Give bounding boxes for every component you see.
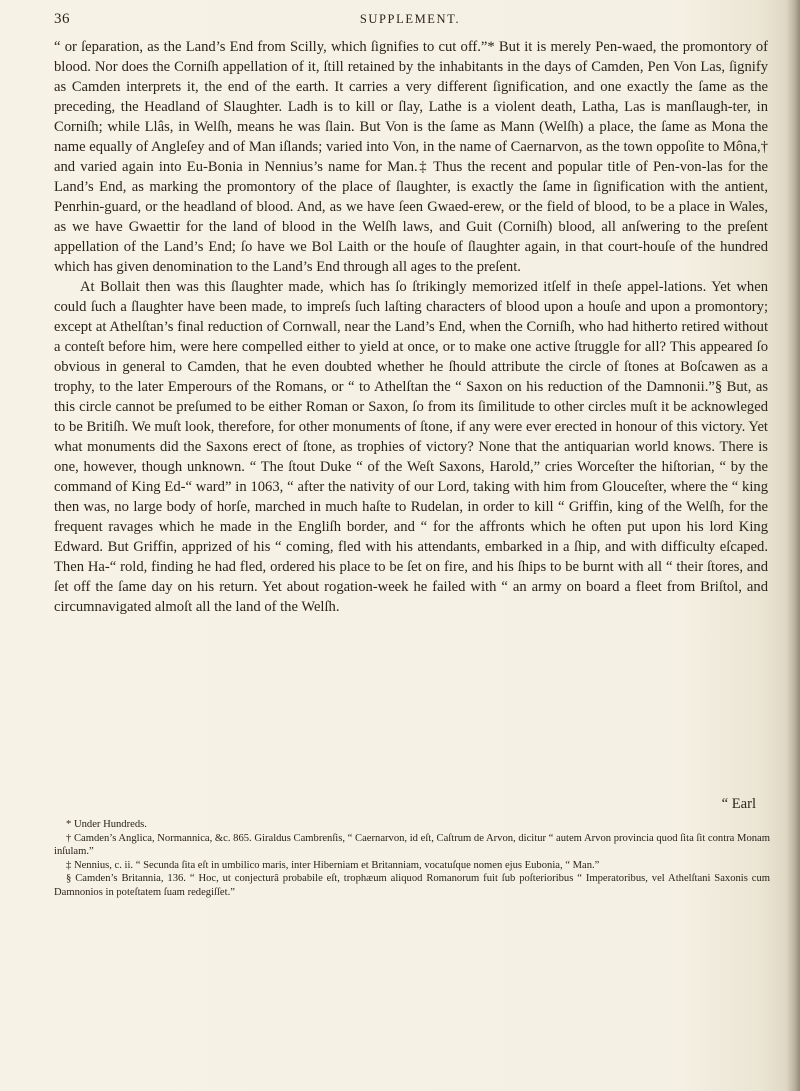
running-head: SUPPLEMENT. [359, 12, 461, 26]
page-edge-shadow [786, 0, 800, 1091]
footnote: ‡ Nennius, c. ii. “ Secunda ſita eſt in umbilico maris, inter Hiberniam et Britanniam, vocatuſque nomen ejus Eubonia, “ Man.” [66, 859, 600, 871]
footnote: * Under Hundreds. [66, 819, 147, 830]
footnote: † Camden’s Anglica, Normannica, &c. 865. Giraldus Cambrenſis, “ Caernarvon, id eſt, Caſtrum de Arvon, dicitur “ autem Arvon provincia quod ſita ſit contra Monam inſulam.” [54, 832, 770, 858]
paragraph: At Bollait then was this ſlaughter made, which has ſo ſtrikingly memorized itſelf in theſe appel-lations. Yet when could ſuch a ſlaughter have been made, to impreſs ſuch laſting characters of blood upon a houſe and upon a promontory; except at Athelſtan’s final reduction of Cornwall, near the Land’s End, when the Corniſh, who had hitherto retired without a conteſt before him, were here compelled either to yield at once, or to make one active ſtruggle for all? This appeared ſo obvious in general to Camden, that he even doubted whether he ſhould attribute the circle of ſtones at Boſcawen as a trophy, to the later Emperours of the Romans, or “ to Athelſtan the “ Saxon on his reduction of the Damnonii.”§ But, as this circle cannot be preſumed to be either Roman or Saxon, ſo from its ſimilitude to other circles muſt it be acknowleged to be Britiſh. We muſt look, therefore, for other monuments of ſtone, if any were ever erected in honour of this victory. Yet what monuments did the Saxons erect of ſtone, as trophies of victory? None that the antiquarian world knows. There is one, however, though unknown. “ The ſtout Duke “ of the Weſt Saxons, Harold,” cries Worceſter the hiſtorian, “ by the command of King Ed-“ ward” in 1063, “ after the nativity of our Lord, taking with him from Glouceſter, where the “ king then was, no large body of horſe, marched in much haſte to Rudelan, in order to kill “ Griffin, king of the Welſh, for the frequent ravages which he made in the Engliſh border, and “ for the affronts which he often put upon his lord King Edward. But Griffin, apprized of his “ coming, fled with his attendants, embarked in a ſhip, and with difficulty eſcaped. Then Ha-“ rold, finding he had fled, ordered his place to be ſet on fire, and his ſhips to be burnt with all “ their ſtores, and ſet off the ſame day on his return. Yet about rogation-week he failed with “ an army on board a fleet from Briſtol, and circumnavigated almoſt all the land of the Welſh. [54, 279, 768, 615]
paragraph: “ or ſeparation, as the Land’s End from Scilly, which ſignifies to cut off.”* But it is merely Pen-waed, the promontory of blood. Nor does the Corniſh appellation of it, ſtill retained by the inhabitants in the days of Camden, Pen Von Las, ſignify as Camden interprets it, the end of the earth. It carries a very different ſignification, and one exactly the ſame as the preceding, the Headland of Slaughter. Ladh is to kill or ſlay, Lathe is a violent death, Latha, Las is manſlaugh-ter, in Corniſh; while Llâs, in Welſh, means he was ſlain. But Von is the ſame as Mann (Welſh) a place, the ſame as Mona the name equally of Angleſey and of Man iſlands; varied into Von, in the name of Caernarvon, as the town oppoſite to Môna,† and varied again into Eu-Bonia in Nennius’s name for Man.‡ Thus the recent and popular title of Pen-von-las for the Land’s End, as marking the promontory of the place of ſlaughter, is exactly the ſame in ſignification with the antient, Penrhin-guard, or the headland of blood. And, as we have ſeen Gwaed-erew, or the field of blood, to be a place in Wales, as we have Gwaettir for the land of blood in the Welſh laws, and Guit (Corniſh) blood, all anſwering to the preſent appellation of the Land’s End; ſo have we Bol Laith or the houſe of ſlaughter again, in that court-houſe of the hundred which has given denomination to the Land’s End through all ages to the preſent. [54, 39, 768, 275]
page-number: 36 [54, 11, 70, 27]
footnote: § Camden’s Britannia, 136. “ Hoc, ut conjecturâ probabile eſt, trophæum aliquod Romanorum fuit ſub poſterioribus “ Imperatoribus, vel Athelſtani Saxonis cum Damnonios in poteſtatem ſuam redegiſſet.” [54, 873, 770, 898]
main-text [54, 37, 768, 617]
page-header [54, 11, 766, 35]
footnotes [54, 818, 770, 900]
catchword: “ Earl [721, 796, 756, 812]
